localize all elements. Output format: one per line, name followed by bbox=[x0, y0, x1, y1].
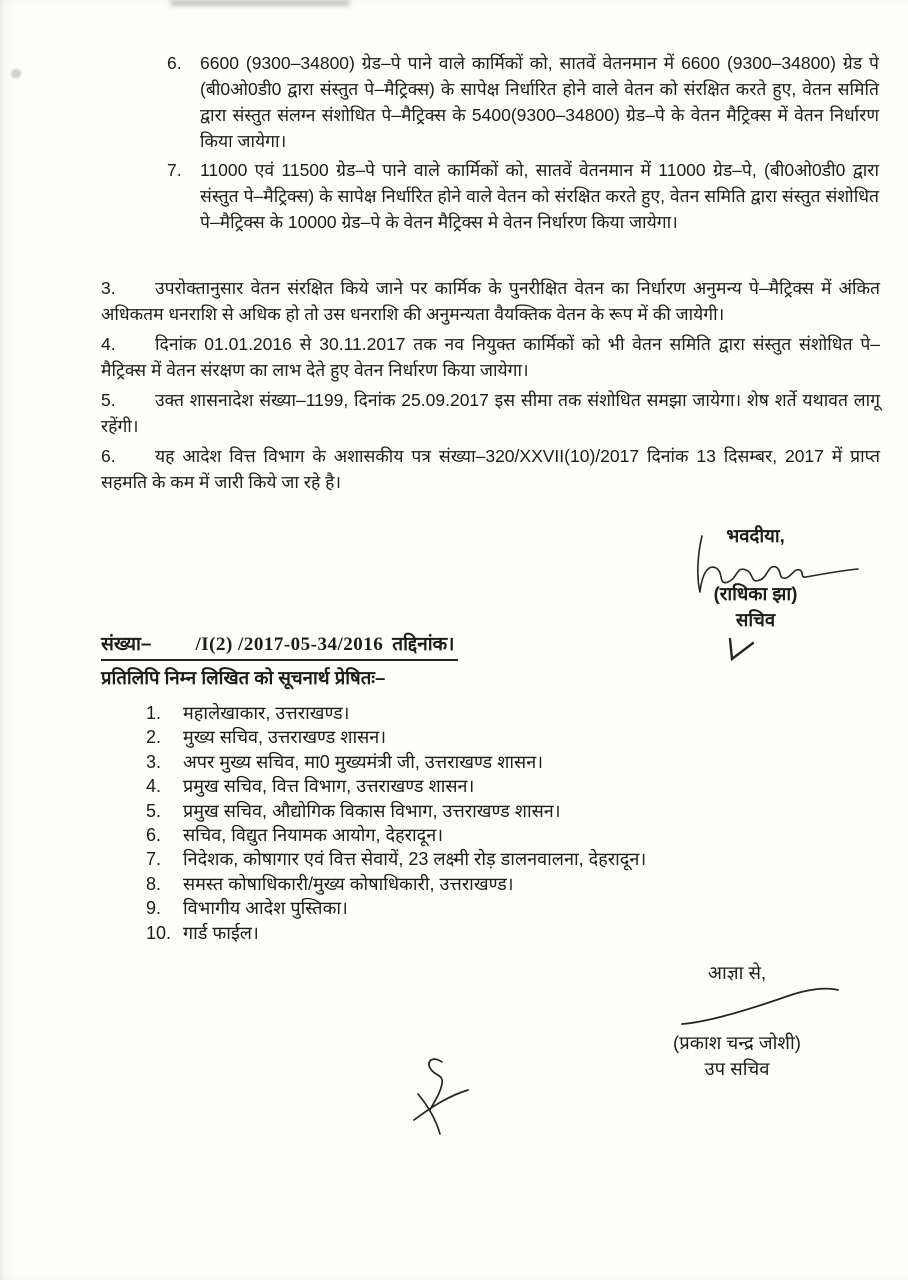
paragraph bbox=[101, 332, 880, 383]
copy-section-heading: प्रतिलिपि निम्न लिखित को सूचनार्थ प्रेषितः– bbox=[101, 667, 386, 688]
paragraph-text: दिनांक 01.01.2016 से 30.11.2017 तक नव नियुक्त कार्मिकों को भी वेतन समिति द्वारा संस्तुत संशोधित पे–मैट्रिक्स में वेतन संरक्षण का लाभ देते हुए वेतन निर्धारण किया जायेगा। bbox=[101, 334, 880, 380]
paragraph bbox=[101, 444, 880, 495]
recipient-number: 5. bbox=[146, 800, 162, 821]
list-item bbox=[167, 50, 879, 154]
recipient-number: 6. bbox=[146, 825, 162, 846]
paragraph-number: 6. bbox=[101, 446, 116, 466]
reference-number: /I(2) /2017-05-34/2016 bbox=[195, 634, 384, 655]
recipient-item bbox=[146, 725, 826, 749]
recipient-number: 9. bbox=[146, 898, 162, 919]
handwritten-signature-secretary bbox=[688, 534, 863, 600]
signature-salutation: भवदीया, bbox=[726, 525, 785, 546]
recipient-item bbox=[146, 701, 826, 725]
scan-artifact-left bbox=[11, 69, 21, 78]
reference-number-line bbox=[101, 630, 458, 661]
copy-recipients-list bbox=[146, 701, 826, 945]
recipient-number: 10. bbox=[146, 922, 172, 943]
recipient-number: 8. bbox=[146, 873, 162, 894]
list-item bbox=[167, 157, 879, 235]
paragraph-text: उपरोक्तानुसार वेतन संरक्षित किये जाने पर कार्मिक के पुनरीक्षित वेतन का निर्धारण अनुमन्य पे–मैट्रिक्स में अंकित अधिकतम धनराशि से अधिक हो तो उस धनराशि की अनुमन्यता वैयक्तिक वेतन के रूप में की जायेगी। bbox=[101, 278, 880, 324]
recipient-number: 2. bbox=[146, 727, 162, 748]
recipient-text: समस्त कोषाधिकारी/मुख्य कोषाधिकारी, उत्तराखण्ड। bbox=[183, 873, 514, 894]
list-item-text: 11000 एवं 11500 ग्रेड–पे पाने वाले कार्मिकों को, सातवें वेतनमान में 11000 ग्रेड–पे, (बी0ओ0डी0 द्वारा संस्तुत पे–मैट्रिक्स) के सापेक्ष निर्धारित होने वाले वेतन को संरक्षित करते हुए, वेतन समिति द्वारा संस्तुत संशोधित पे–मैट्रिक्स के 10000 ग्रेड–पे के वेतन मैट्रिक्स मे वेतन निर्धारण किया जायेगा। bbox=[200, 160, 879, 232]
list-item-text: 6600 (9300–34800) ग्रेड–पे पाने वाले कार्मिकों को, सातवें वेतनमान में 6600 (9300–34800) ग्रेड पे (बी0ओ0डी0 द्वारा संस्तुत पे–मैट्रिक्स) के सापेक्ष निर्धारित होने वाले वेतन को संरक्षित करते हुए, वेतन समिति द्वारा संस्तुत संलग्न संशोधित पे–मैट्रिक्स के 5400(9300–34800) ग्रेड–पे के वेतन मैट्रिक्स में वेतन निर्धारण किया जायेगा। bbox=[200, 53, 879, 151]
paragraph-number: 5. bbox=[101, 390, 116, 410]
recipient-item bbox=[146, 823, 826, 847]
recipient-text: विभागीय आदेश पुस्तिका। bbox=[183, 898, 348, 919]
paragraph-text: उक्त शासनादेश संख्या–1199, दिनांक 25.09.2017 इस सीमा तक संशोधित समझा जायेगा। शेष शर्ते यथावत लागू रहेंगी। bbox=[101, 390, 880, 436]
recipient-item bbox=[146, 896, 826, 920]
reference-suffix: तद्दिनांक। bbox=[392, 634, 455, 655]
list-item-number: 6. bbox=[167, 53, 182, 73]
body-paragraphs bbox=[101, 276, 880, 500]
recipient-item bbox=[146, 799, 826, 823]
order-clauses-list bbox=[167, 50, 879, 238]
recipient-item bbox=[146, 872, 826, 896]
scan-artifact-top bbox=[170, 0, 350, 6]
recipient-text: गार्ड फाईल। bbox=[183, 922, 259, 943]
paragraph-text: यह आदेश वित्त विभाग के अशासकीय पत्र संख्या–320/XXVII(10)/2017 दिनांक 13 दिसम्बर, 2017 में प्राप्त सहमति के कम में जारी किये जा रहे है। bbox=[101, 446, 880, 492]
paragraph-number: 3. bbox=[101, 278, 116, 298]
handwritten-tick-mark bbox=[726, 637, 758, 665]
recipient-number: 7. bbox=[146, 849, 162, 870]
paragraph bbox=[101, 276, 880, 327]
recipient-text: सचिव, विद्युत नियामक आयोग, देहरादून। bbox=[183, 825, 444, 846]
list-item-number: 7. bbox=[167, 160, 182, 180]
reference-label: संख्या– bbox=[101, 634, 152, 655]
recipient-text: निदेशक, कोषागार एवं वित्त सेवायें, 23 लक्ष्मी रोड़ डालनवालना, देहरादून। bbox=[183, 849, 647, 870]
signatory-name: (प्रकाश चन्द्र जोशी) bbox=[673, 1032, 801, 1053]
recipient-item bbox=[146, 774, 826, 798]
recipient-text: अपर मुख्य सचिव, मा0 मुख्यमंत्री जी, उत्तराखण्ड शासन। bbox=[183, 751, 544, 772]
recipient-text: प्रमुख सचिव, वित्त विभाग, उत्तराखण्ड शासन। bbox=[183, 776, 475, 797]
recipient-number: 3. bbox=[146, 751, 162, 772]
recipient-number: 4. bbox=[146, 776, 162, 797]
signatory-title: उप सचिव bbox=[704, 1058, 770, 1079]
recipient-text: मुख्य सचिव, उत्तराखण्ड शासन। bbox=[183, 727, 387, 748]
handwritten-signature-deputy-secretary bbox=[678, 984, 843, 1028]
paragraph-number: 4. bbox=[101, 334, 116, 354]
recipient-item bbox=[146, 847, 826, 871]
paragraph bbox=[101, 388, 880, 439]
signatory-name: (राधिका झा) bbox=[713, 583, 798, 604]
signatory-title: सचिव bbox=[735, 609, 776, 630]
recipient-item bbox=[146, 750, 826, 774]
recipient-text: महालेखाकार, उत्तराखण्ड। bbox=[183, 703, 350, 723]
handwritten-initial-mark bbox=[396, 1050, 486, 1155]
recipient-item bbox=[146, 921, 826, 945]
signature-salutation: आज्ञा से, bbox=[707, 962, 767, 983]
recipient-number: 1. bbox=[146, 703, 162, 723]
recipient-text: प्रमुख सचिव, औद्योगिक विकास विभाग, उत्तराखण्ड शासन। bbox=[183, 800, 561, 821]
